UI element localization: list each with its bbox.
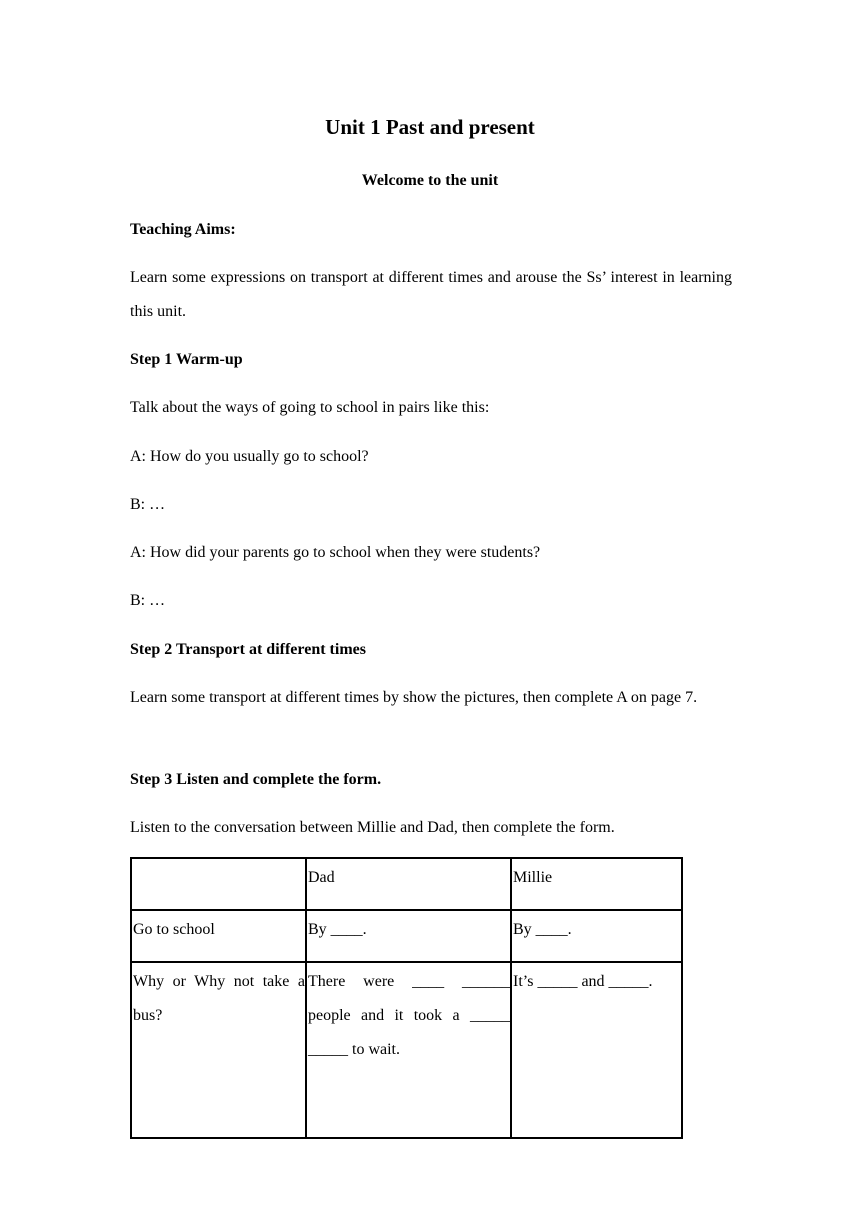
- step3-text: Listen to the conversation between Millie and Dad, then complete the form.: [130, 819, 615, 836]
- table-cell: By ____.: [511, 910, 682, 962]
- table-header-cell: Dad: [306, 858, 511, 910]
- table-cell: It’s _____ and _____.: [511, 962, 682, 1138]
- step3-heading: Step 3 Listen and complete the form.: [130, 771, 382, 788]
- step2-heading: Step 2 Transport at different times: [130, 641, 366, 658]
- table-header-cell: Millie: [511, 858, 682, 910]
- table-cell: Go to school: [131, 910, 306, 962]
- dialogue-line: B: …: [130, 592, 166, 609]
- table-cell: [131, 858, 306, 910]
- teaching-aims-heading: Teaching Aims:: [130, 221, 236, 238]
- listening-form-table: [130, 857, 683, 1139]
- teaching-aims-text: Learn some expressions on transport at different times and arouse the Ss’ interest in learning this unit.: [130, 269, 732, 320]
- dialogue-line: B: …: [130, 496, 166, 513]
- step2-text: Learn some transport at different times by show the pictures, then complete A on page 7.: [130, 689, 698, 706]
- table-cell: There were ____ ______ people and it took a _____ _____ to wait.: [306, 962, 511, 1138]
- table-row: [131, 910, 682, 962]
- table-header-row: [131, 858, 682, 910]
- step1-heading: Step 1 Warm-up: [130, 351, 243, 368]
- table-cell: Why or Why not take a bus?: [131, 962, 306, 1138]
- dialogue-line: A: How did your parents go to school when they were students?: [130, 544, 541, 561]
- table-cell: By ____.: [306, 910, 511, 962]
- document-subtitle: Welcome to the unit: [361, 172, 499, 189]
- step1-intro: Talk about the ways of going to school in pairs like this:: [130, 399, 490, 416]
- dialogue-line: A: How do you usually go to school?: [130, 448, 369, 465]
- document-title: Unit 1 Past and present: [325, 115, 535, 139]
- table-row: [131, 962, 682, 1138]
